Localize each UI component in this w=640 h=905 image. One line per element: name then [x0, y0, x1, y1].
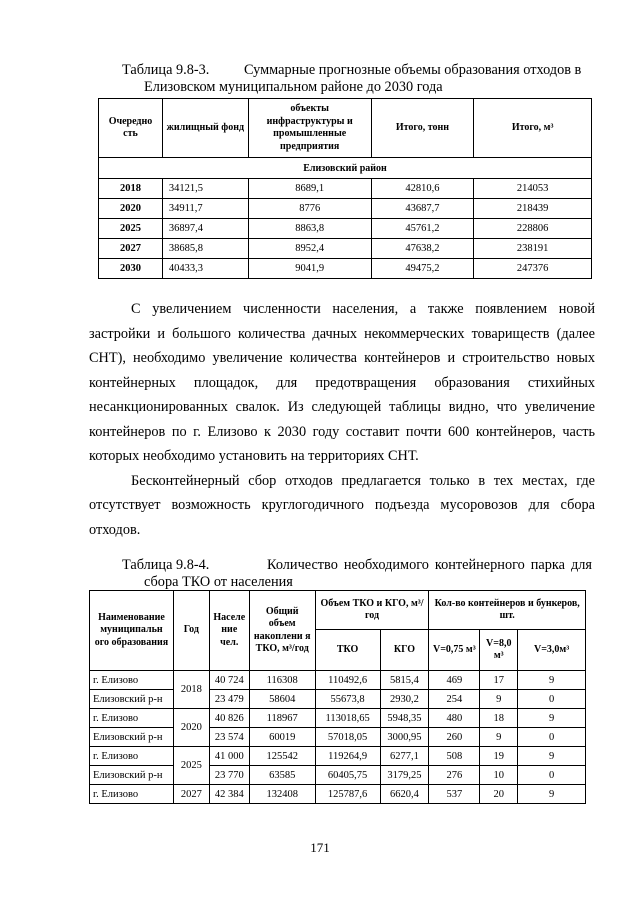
table-cell: 119264,9 [315, 747, 380, 766]
table-cell: 218439 [474, 199, 592, 219]
table-cell: 23 770 [209, 766, 249, 785]
table2-caption-text: Количество необходимого контейнерного парка для [267, 557, 592, 573]
table-cell: 125787,6 [315, 785, 380, 804]
table-cell: 55673,8 [315, 690, 380, 709]
table-cell: 125542 [249, 747, 315, 766]
table-cell: 9 [518, 747, 586, 766]
table-cell: 2930,2 [380, 690, 429, 709]
header-cell: Год [173, 591, 209, 671]
table-cell: г. Елизово [90, 785, 174, 804]
header-cell: V=8,0 м³ [480, 630, 518, 671]
table-cell: 0 [518, 728, 586, 747]
table-cell: 5815,4 [380, 671, 429, 690]
paragraph: Бесконтейнерный сбор отходов предлагается только в тех местах, где отсутствует возможность круглогодичного подъезда мусоровозов для сбора отходов. [89, 472, 595, 538]
table2-caption-line2: сбора ТКО от населения [144, 574, 293, 590]
header-cell: Кол-во контейнеров и бункеров, шт. [429, 591, 586, 630]
table-cell: Елизовский р-н [90, 766, 174, 785]
table1-caption [122, 62, 592, 96]
table-cell: 2018 [99, 179, 163, 199]
table-row [90, 747, 586, 766]
header-cell: КГО [380, 630, 429, 671]
table-cell: 47638,2 [371, 239, 474, 259]
table1-caption-line2: Елизовском муниципальном районе до 2030 года [144, 79, 443, 95]
waste-volume-table [98, 98, 592, 279]
table1-caption-number: Таблица 9.8-3. [122, 62, 210, 78]
table-cell: г. Елизово [90, 709, 174, 728]
table-cell: 9 [518, 709, 586, 728]
table-cell: Елизовский р-н [90, 728, 174, 747]
table-cell: 8776 [248, 199, 371, 219]
table-cell: 228806 [474, 219, 592, 239]
table-row [99, 259, 592, 279]
table-cell: 254 [429, 690, 480, 709]
table2-caption [122, 557, 592, 591]
header-cell: Очередно сть [99, 99, 163, 158]
header-cell: Итого, тонн [371, 99, 474, 158]
table-cell: 0 [518, 766, 586, 785]
table-header-row [90, 591, 586, 630]
table-cell: 40433,3 [162, 259, 248, 279]
table-cell: 3000,95 [380, 728, 429, 747]
table-cell: 480 [429, 709, 480, 728]
table-cell: 8689,1 [248, 179, 371, 199]
table-cell: 9 [480, 728, 518, 747]
table-cell: 9 [480, 690, 518, 709]
table-cell: 2018 [173, 671, 209, 709]
table-cell: 60019 [249, 728, 315, 747]
table1-caption-text: Суммарные прогнозные объемы образования отходов в [244, 62, 582, 78]
header-cell: жилищный фонд [162, 99, 248, 158]
table-row [90, 766, 586, 785]
table-cell: 23 574 [209, 728, 249, 747]
table-cell: 9041,9 [248, 259, 371, 279]
table-cell: 38685,8 [162, 239, 248, 259]
table-row [90, 785, 586, 804]
page-number: 171 [310, 840, 330, 855]
header-cell: объекты инфраструктуры и промышленные предприятия [248, 99, 371, 158]
table-cell: 276 [429, 766, 480, 785]
table-cell: 40 724 [209, 671, 249, 690]
table-cell: 132408 [249, 785, 315, 804]
table-row [99, 199, 592, 219]
table-row [90, 690, 586, 709]
table-cell: 2025 [99, 219, 163, 239]
table-cell: 537 [429, 785, 480, 804]
table-cell: 42810,6 [371, 179, 474, 199]
table-cell: 45761,2 [371, 219, 474, 239]
table-cell: 40 826 [209, 709, 249, 728]
table-cell: 9 [518, 671, 586, 690]
table2-caption-number: Таблица 9.8-4. [122, 557, 210, 573]
table-cell: 2020 [99, 199, 163, 219]
table-row [90, 728, 586, 747]
table-cell: 63585 [249, 766, 315, 785]
table-row [90, 709, 586, 728]
section-label: Елизовский район [99, 158, 592, 179]
header-cell: V=0,75 м³ [429, 630, 480, 671]
table-header-row [99, 99, 592, 158]
table-cell: 469 [429, 671, 480, 690]
table-cell: 34121,5 [162, 179, 248, 199]
table-cell: 0 [518, 690, 586, 709]
table-row [99, 179, 592, 199]
table-cell: 58604 [249, 690, 315, 709]
table-cell: 57018,05 [315, 728, 380, 747]
table-cell: 9 [518, 785, 586, 804]
header-cell: V=3,0м³ [518, 630, 586, 671]
header-cell: Объем ТКО и КГО, м³/год [315, 591, 429, 630]
table-cell: 214053 [474, 179, 592, 199]
table-cell: 116308 [249, 671, 315, 690]
table-cell: 8952,4 [248, 239, 371, 259]
header-cell: Населе ние чел. [209, 591, 249, 671]
table-cell: 118967 [249, 709, 315, 728]
table-cell: 508 [429, 747, 480, 766]
table-cell: Елизовский р-н [90, 690, 174, 709]
table-cell: 110492,6 [315, 671, 380, 690]
header-cell: Итого, м³ [474, 99, 592, 158]
table-cell: 260 [429, 728, 480, 747]
header-cell: Наименование муниципальн ого образования [90, 591, 174, 671]
table-row [99, 219, 592, 239]
paragraph: С увеличением численности населения, а также появлением новой застройки и большого количества дачных некоммерческих товариществ (далее СНТ), необходимо увеличение количества контейнеров и строительство новых контейнерных площадок, для предотвращения образования стихийных несанкционированных свалок. Из следующей таблицы видно, что увеличение контейнеров по г. Елизово к 2030 году составит почти 600 контейнеров, часть которых необходимо установить на территориях СНТ. [89, 301, 595, 464]
table-cell: 2027 [99, 239, 163, 259]
table-cell: 41 000 [209, 747, 249, 766]
table-cell: 43687,7 [371, 199, 474, 219]
table-cell: 60405,75 [315, 766, 380, 785]
table-cell: 2020 [173, 709, 209, 747]
table-cell: 6620,4 [380, 785, 429, 804]
table-cell: 23 479 [209, 690, 249, 709]
table-cell: 42 384 [209, 785, 249, 804]
table-cell: 20 [480, 785, 518, 804]
table-row [99, 239, 592, 259]
table-cell: 17 [480, 671, 518, 690]
header-cell: ТКО [315, 630, 380, 671]
table-cell: 247376 [474, 259, 592, 279]
table-cell: 6277,1 [380, 747, 429, 766]
table-cell: 19 [480, 747, 518, 766]
table-cell: 49475,2 [371, 259, 474, 279]
table-cell: 3179,25 [380, 766, 429, 785]
table-cell: 36897,4 [162, 219, 248, 239]
table-cell: 5948,35 [380, 709, 429, 728]
container-park-table [89, 590, 586, 804]
table-cell: 238191 [474, 239, 592, 259]
table-cell: 2027 [173, 785, 209, 804]
table-cell: 2030 [99, 259, 163, 279]
table-row [90, 671, 586, 690]
table-cell: 2025 [173, 747, 209, 785]
header-cell: Общий объем накоплени я ТКО, м³/год [249, 591, 315, 671]
table-cell: г. Елизово [90, 671, 174, 690]
table-cell: 8863,8 [248, 219, 371, 239]
table-cell: 18 [480, 709, 518, 728]
table-cell: 34911,7 [162, 199, 248, 219]
table-cell: 10 [480, 766, 518, 785]
body-text [89, 297, 595, 542]
table-cell: 113018,65 [315, 709, 380, 728]
table-cell: г. Елизово [90, 747, 174, 766]
section-row [99, 158, 592, 179]
